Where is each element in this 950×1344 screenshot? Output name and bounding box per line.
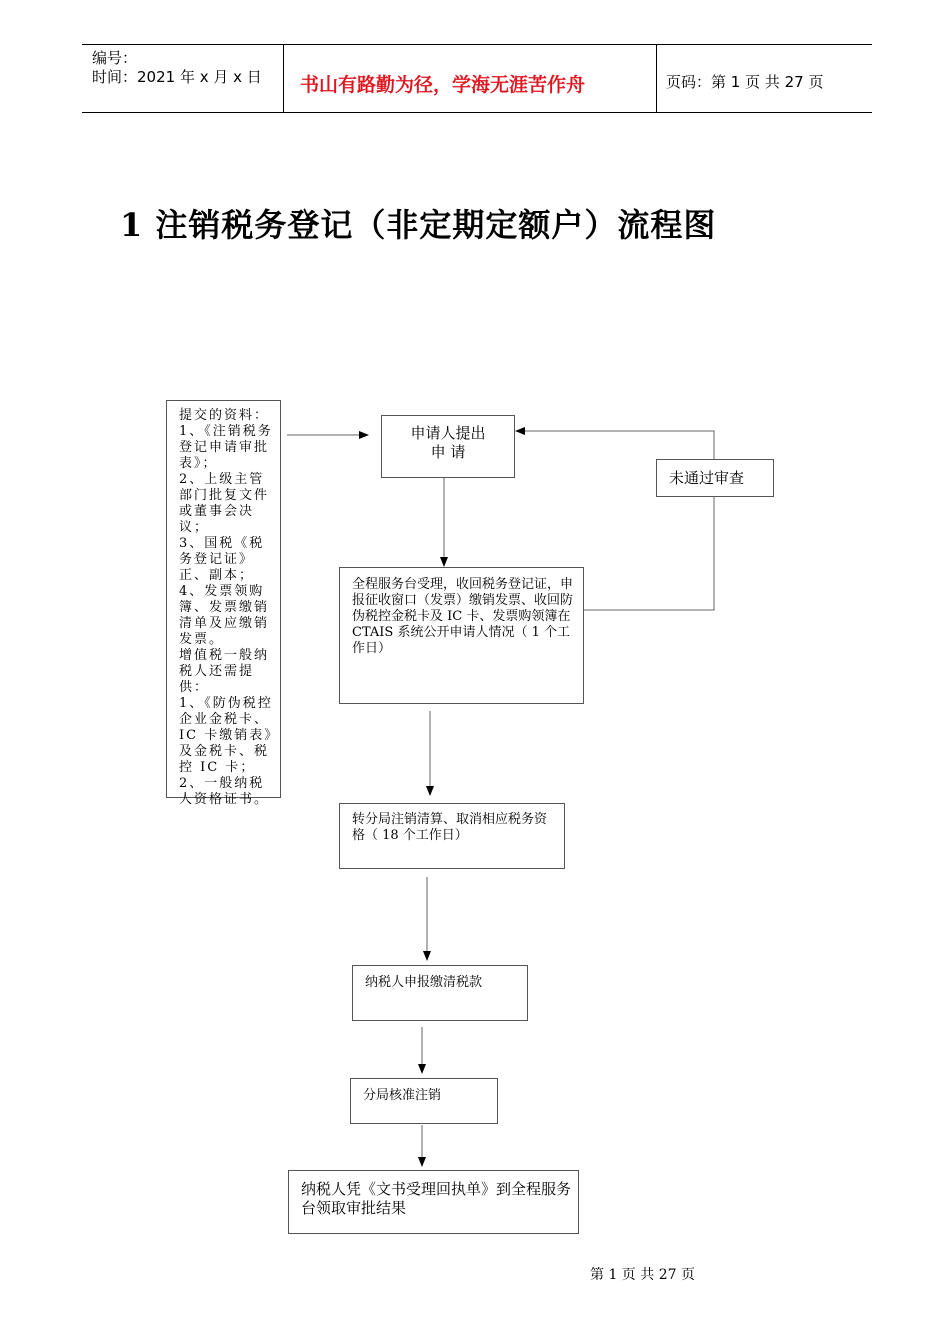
- pay-tax-box: [352, 965, 528, 1021]
- materials-text: 提交的资料： 1、《注销税务登记申请审批表》； 2、上级主管部门批复文件或董事会决议； 3、国税《税务登记证》正、副本； 4、发票领购簿、发票缴销清单及应缴销发票。 增值税一般纳税人还需提供： 1、《防伪税控企业金税卡、IC 卡缴销表》及金税卡、税控 IC 卡； 2、一般纳税人资格证书。: [179, 408, 273, 807]
- result-text: 纳税人凭《文书受理回执单》到全程服务台领取审批结果: [301, 1180, 572, 1217]
- result-box: [288, 1170, 579, 1234]
- page-number-label: 页码：第 1 页 共 27 页: [666, 73, 824, 91]
- approve-box: [350, 1078, 498, 1124]
- apply-text: 申请人提出 申 请: [410, 424, 486, 461]
- loop-rejected-to-apply: [516, 431, 714, 459]
- document-time-label: 时间：2021 年 x 月 x 日: [92, 68, 262, 86]
- page-title: 1 注销税务登记（非定期定额户）流程图: [120, 206, 717, 244]
- rejected-box: [656, 459, 774, 497]
- rejected-text: 未通过审查: [669, 469, 745, 487]
- accept-box: [339, 567, 584, 704]
- document-code-label: 编号：: [92, 49, 138, 67]
- materials-box: [166, 400, 281, 807]
- apply-box: [381, 415, 515, 478]
- page-footer: 第 1 页 共 27 页: [590, 1267, 695, 1283]
- pay-tax-text: 纳税人申报缴清税款: [365, 975, 483, 990]
- approve-text: 分局核准注销: [363, 1088, 442, 1103]
- loop-accept-to-rejected: [584, 497, 714, 610]
- branch-clear-text: 转分局注销清算、取消相应税务资格（ 18 个工作日）: [352, 812, 548, 843]
- header-motto: 书山有路勤为径，学海无涯苦作舟: [300, 74, 586, 96]
- branch-clear-box: [339, 803, 565, 869]
- accept-text: 全程服务台受理，收回税务登记证，申报征收窗口（发票）缴销发票、收回防伪税控金税卡及 IC 卡、发票购领簿在 CTAIS 系统公开申请人情况（ 1 个工作日）: [352, 577, 574, 656]
